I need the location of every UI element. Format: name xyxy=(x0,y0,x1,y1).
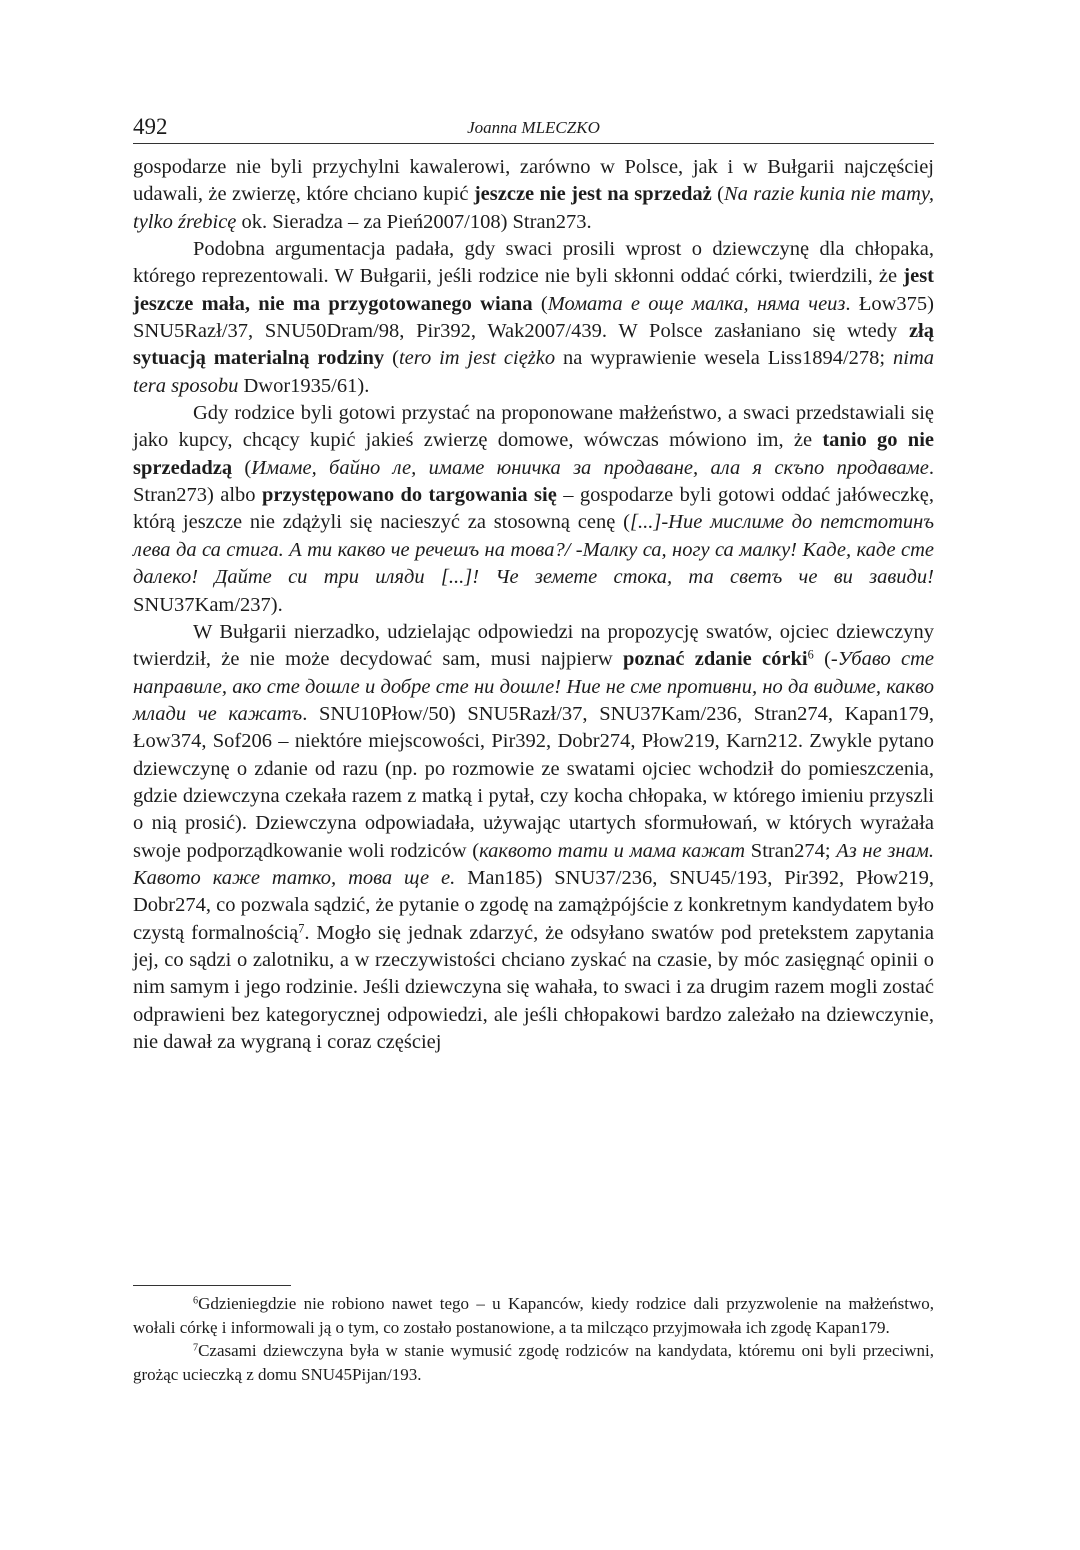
header-rule xyxy=(133,143,934,144)
running-head: Joanna MLECZKO xyxy=(467,118,600,137)
paragraph-3: Gdy rodzice byli gotowi przystać na proponowane małżeństwo, a swaci przedstawiali się jako kupcy, chcący kupić jakieś zwierzę domowe, wówczas mówiono im, że tanio go nie sprzedadzą (Имаме, байно ле, имаме юничка за продаване, ала я скъпо продаваме. Stran273) albo przystępowano do targowania się – gospodarze byli gotowi oddać jałóweczkę, którą jeszcze nie zdążyli się nacieszyć za stosowną cenę ([...]-Ние мислиме до петстотинъ лева да са стига. А ти какво че речешъ на това?/ -Малку са, ногу са малку! Каде, каде сте далеко! Дайте си три иляди [...]! Че земете стока, та светъ че ви завиди! SNU37Kam/237). xyxy=(133,402,935,616)
footnote-6 xyxy=(133,1292,934,1339)
footnote-7 xyxy=(133,1339,934,1386)
paragraph-1: gospodarze nie byli przychylni kawalerowi, zarówno w Polsce, jak i w Bułgarii najczęściej udawali, że zwierzę, które chciano kupić jeszcze nie jest na sprzedaż (Na razie kunia nie mamy, tylko źrebicę ok. Sieradza – za Pień2007/108) Stran273. xyxy=(133,156,935,233)
paragraph-2: Podobna argumentacja padała, gdy swaci prosili wprost o dziewczynę dla chłopaka, którego reprezentowali. W Bułgarii, jeśli rodzice nie byli skłonni oddać córki, twierdzili, że jest jeszcze mała, nie ma przygotowanego wiana (Момата е още малка, няма чеиз. Łow375) SNU5Razł/37, SNU50Dram/98, Pir392, Wak2007/439. W Polsce zasłaniano się wtedy złą sytuacją materialną rodziny (tero im jest ciężko na wyprawienie wesela Liss1894/278; nima tera sposobu Dwor1935/61). xyxy=(133,238,935,397)
footnote-text: Czasami dziewczyna była w stanie wymusić zgodę rodziców na kandydata, któremu oni byli przeciwni, grożąc ucieczką z domu SNU45Pijan/193. xyxy=(133,1341,934,1384)
footnote-text: Gdzieniegdzie nie robiono nawet tego – u Kapanców, kiedy rodzice dali przyzwolenie na małżeństwo, wołali córkę i informowali ją o tym, co zostało postanowione, a ta milcząco przyjmowała ich zgodę Kapan179. xyxy=(133,1294,934,1337)
paragraph-4: W Bułgarii nierzadko, udzielając odpowiedzi na propozycję swatów, ojciec dziewczyny twierdził, że nie może decydować sam, musi najpierw poznać zdanie córki$^6$ (-Убаво сте направиле, ако сте дошле и добре сте ни дошле! Ние не сме противни, но да видиме, какво млади че кажатъ. SNU10Płow/50) SNU5Razł/37, SNU37Kam/236, Stran274, Kapan179, Łow374, Sof206 – niektóre miejscowości, Pir392, Dobr274, Płow219, Karn212. Zwykle pytano dziewczynę o zdanie od razu (np. po rozmowie ze swatami ojciec wchodził do pomieszczenia, gdzie dziewczyna czekała razem z matką i pytał, czy kocha chłopaka, w którego imieniu przyszli o nią prosić). Dziewczyna odpowiadała, używając utartych sformułowań, w których wyrażała swoje podporządkowanie woli rodziców (каквото тати и мама кажат Stran274; Аз не знам. Кавото каже татко, това ще е. Man185) SNU37/236, SNU45/193, Pir392, Płow219, Dobr274, co pozwala sądzić, że pytanie o zgodę na zamążpójście z konkretnym kandydatem było czystą formalnością$^7$. Mogło się jednak zdarzyć, że odsyłano swatów pod pretekstem zapytania jej, co sądzi o zalotniku, a w rzeczywistości chciano zyskać na czasie, by móc zasięgnąć opinii o nim samym i jego rodzinie. Jeśli dziewczyna się wahała, to swaci i za drugim razem mogli zostać odprawieni bez kategorycznej odpowiedzi, ale jeśli chłopakowi bardzo zależało na dziewczynie, nie dawał za wygraną i coraz częściej xyxy=(133,620,935,1053)
footnote-rule xyxy=(133,1285,291,1286)
page-header xyxy=(133,114,934,144)
footnote-ref-7[interactable]: 7 xyxy=(298,920,305,935)
footnote-number: 6 xyxy=(193,1295,199,1307)
body-text xyxy=(133,154,934,1056)
footnote-number: 7 xyxy=(193,1342,199,1354)
footnotes xyxy=(133,1292,934,1386)
page-number: 492 xyxy=(133,114,168,139)
footnote-ref-6[interactable]: 6 xyxy=(807,647,814,662)
